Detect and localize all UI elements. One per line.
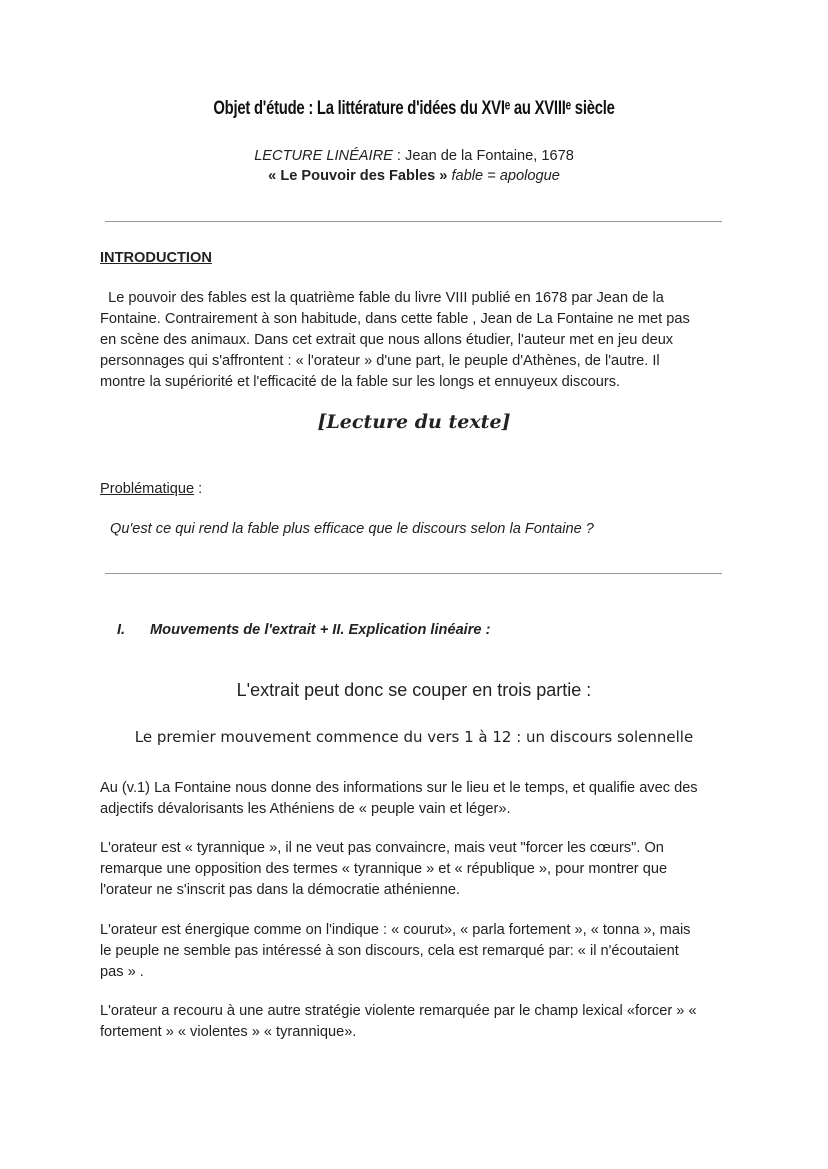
body-line: le peuple ne semble pas intéressé à son discours, cela est remarqué par: « il n'écoutaient	[100, 943, 679, 959]
fable-note: fable = apologue	[447, 168, 560, 184]
introduction-heading: INTRODUCTION	[100, 250, 212, 266]
problematique-label: Problématique	[100, 481, 195, 497]
intro-line: Le pouvoir des fables est la quatrième fable du livre VIII publié en 1678 par Jean de la	[100, 290, 664, 306]
lecture-line	[0, 148, 828, 164]
document-title: Objet d'étude : La littérature d'idées du XVIᵉ au XVIIIᵉ siècle	[213, 98, 615, 119]
fable-title: « Le Pouvoir des Fables »	[268, 168, 448, 184]
body-line: Au (v.1) La Fontaine nous donne des informations sur le lieu et le temps, et qualifie avec des	[100, 780, 698, 796]
reading-note: [Lecture du texte]	[317, 411, 511, 433]
body-line: remarque une opposition des termes « tyrannique » et « république », pour montrer que	[100, 861, 668, 877]
body-line: L'orateur a recouru à une autre stratégie violente remarquée par le champ lexical «forcer » «	[100, 1003, 697, 1019]
body-line: adjectifs dévalorisants les Athéniens de « peuple vain et léger».	[100, 801, 511, 817]
problematique-label-line	[100, 479, 202, 500]
body-line: l'orateur ne s'inscrit pas dans la démocratie athénienne.	[100, 882, 461, 898]
movement-heading: Le premier mouvement commence du vers 1 à 12 : un discours solennelle	[134, 728, 694, 746]
intro-line: en scène des animaux. Dans cet extrait que nous allons étudier, l'auteur met en jeu deux	[100, 332, 674, 348]
body-line: fortement » « violentes » « tyrannique».	[100, 1024, 357, 1040]
lecture-author: : Jean de la Fontaine, 1678	[392, 148, 574, 164]
problematique-colon: :	[194, 481, 203, 497]
section-intro: L'extrait peut donc se couper en trois partie :	[236, 680, 592, 700]
body-line: L'orateur est « tyrannique », il ne veut pas convaincre, mais veut "forcer les cœurs". On	[100, 840, 664, 856]
intro-line: Fontaine. Contrairement à son habitude, dans cette fable , Jean de La Fontaine ne met pas	[100, 311, 690, 327]
body-line: L'orateur est énergique comme on l'indique : « courut», « parla fortement », « tonna », mais	[100, 922, 691, 938]
intro-line: montre la supériorité et l'efficacité de la fable sur les longs et ennuyeux discours.	[100, 374, 621, 390]
divider	[105, 221, 722, 222]
lecture-label: LECTURE LINÉAIRE	[254, 148, 393, 164]
section-number: I.	[117, 622, 126, 638]
body-line: pas » .	[100, 964, 144, 980]
divider	[105, 573, 722, 574]
fable-line	[0, 168, 828, 184]
intro-line: personnages qui s'affrontent : « l'orateur » d'une part, le peuple d'Athènes, de l'autre. Il	[100, 353, 660, 369]
problematique-question: Qu'est ce qui rend la fable plus efficace que le discours selon la Fontaine ?	[110, 521, 594, 537]
section-heading: Mouvements de l'extrait + II. Explication linéaire :	[150, 622, 491, 638]
